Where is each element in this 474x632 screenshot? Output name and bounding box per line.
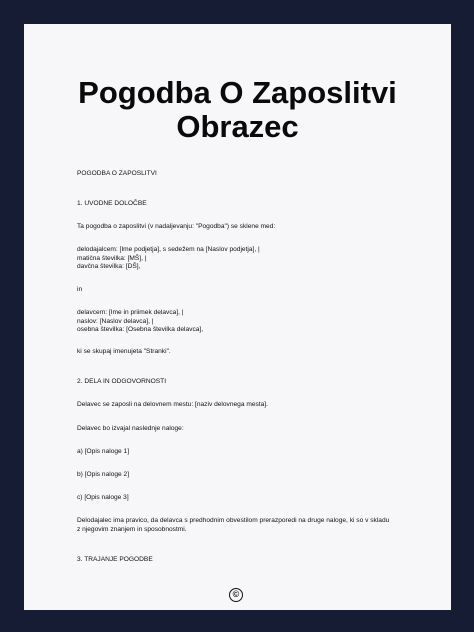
employee-line: delavcem: [Ime in priimek delavca], | bbox=[77, 309, 184, 316]
employee-block bbox=[77, 309, 415, 335]
parties-note: ki se skupaj imenujeta "Stranki". bbox=[77, 348, 171, 355]
reassign-line: z njegovim znanjem in sposobnostmi. bbox=[77, 525, 187, 533]
title-line-2: Obrazec bbox=[176, 109, 299, 144]
task-item: a) [Opis naloge 1] bbox=[77, 448, 130, 455]
reassign-line: Delodajalec ima pravico, da delavca s predhodnim obvestilom prerazporedi na druge naloge, ki so v skladu bbox=[77, 517, 390, 524]
section-2-heading: 2. DELA IN ODGOVORNOSTI bbox=[77, 378, 167, 385]
copyright-icon: © bbox=[229, 588, 243, 602]
task-item: c) [Opis naloge 3] bbox=[77, 494, 129, 501]
employer-line: davčna številka: [DŠ], bbox=[77, 263, 141, 271]
employee-line: osebna številka: [Osebna številka delavca], bbox=[77, 326, 204, 334]
position-paragraph: Delavec se zaposli na delovnem mestu: [naziv delovnega mesta]. bbox=[77, 401, 268, 408]
reassign-paragraph bbox=[77, 517, 415, 534]
tasks-intro: Delavec bo izvajal naslednje naloge: bbox=[77, 425, 184, 432]
and-text: in bbox=[77, 286, 83, 293]
document-page bbox=[24, 24, 451, 610]
employee-line: naslov: [Naslov delavca], | bbox=[77, 317, 154, 325]
employer-block bbox=[77, 246, 415, 272]
intro-paragraph: Ta pogodba o zaposlitvi (v nadaljevanju: "Pogodba") se sklene med: bbox=[77, 223, 276, 230]
task-item: b) [Opis naloge 2] bbox=[77, 471, 130, 478]
title-line-1: Pogodba O Zaposlitvi bbox=[78, 75, 397, 110]
employer-line: delodajalcem: [Ime podjetja], s sedežem na [Naslov podjetja], | bbox=[77, 246, 260, 253]
employer-line: matična številka: [MŠ], | bbox=[77, 254, 147, 262]
document-title bbox=[24, 76, 451, 144]
section-1-heading: 1. UVODNE DOLOČBE bbox=[77, 200, 147, 207]
section-3-heading: 3. TRAJANJE POGODBE bbox=[77, 556, 153, 563]
main-heading: POGODBA O ZAPOSLITVI bbox=[77, 170, 157, 177]
